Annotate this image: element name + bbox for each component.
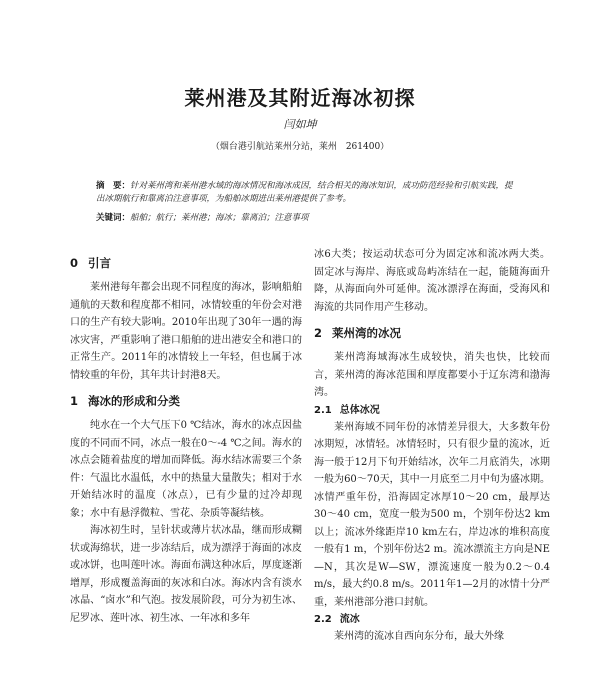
section-number: 0 (70, 256, 79, 270)
section-title: 莱州湾的冰况 (332, 326, 402, 340)
subsection-title: 总体冰况 (339, 404, 380, 416)
section-number: 2 (314, 326, 323, 340)
abstract-label: 摘 要： (96, 181, 131, 191)
paragraph: 莱州湾海域海冰生成较快，消失也快，比较而言，莱州湾的海冰范围和厚度都要小于辽东湾和渤海湾。 (314, 352, 550, 398)
abstract (96, 180, 520, 206)
keywords-label: 关键词： (96, 213, 131, 223)
right-column (314, 246, 550, 646)
paragraph: 莱州港每年都会出现不同程度的海冰，影响船舶通航的天数和程度都不相同，冰情较重的年份会对港口的生产有较大影响。2010年出现了30年一遇的海冰灾害，严重影响了港口船舶的进出港安全和港口的正常生产。2011年的冰情较上一年轻，但也属于冰情较重的年份，其年共计封港8天。 (70, 282, 302, 381)
paper-title: 莱州港及其附近海冰初探 (184, 86, 416, 110)
section-number: 1 (70, 394, 79, 408)
keywords (96, 212, 520, 225)
section-heading-1 (70, 392, 302, 410)
paragraph: 纯水在一个大气压下0 ℃结冰，海水的冰点因盐度的不同而不同，冰点一般在0～-4 ℃之间。海水的冰点会随着盐度的增加而降低。海水结冰需要三个条件：气温比水温低，水中的热量大量散失；相对于水开始结冰时的温度（冰点），已有少量的过冷却现象；水中有悬浮微粒、雪花、杂质等凝结核。 (70, 420, 302, 519)
paragraph: 冰6大类；按运动状态可分为固定冰和流冰两大类。固定冰与海岸、海底或岛屿冻结在一起，能随海面升降，从海面向外可延伸。流冰漂浮在海面，受海风和海流的共同作用产生移动。 (314, 249, 550, 313)
subsection-number: 2.1 (314, 404, 332, 416)
subsection-heading-2-1 (314, 402, 550, 419)
paragraph: 海冰初生时，呈针状或薄片状冰晶，继而形成糊状或海绵状，进一步冻结后，成为漂浮于海面的冰皮或冰饼，也叫莲叶冰。海面布满这种冰后，厚度逐渐增厚，形成覆盖海面的灰冰和白冰。海冰内含有淡水冰晶、“卤水”和气泡。按发展阶段，可分为初生冰、尼罗冰、莲叶冰、初生冰、一年冰和多年 (70, 525, 302, 624)
keywords-text: 船舶；航行；莱州港；海冰；靠离泊；注意事项 (130, 213, 309, 223)
section-title: 海冰的形成和分类 (88, 394, 181, 408)
paragraph: 莱州湾的流冰自西向东分布，最大外缘 (334, 631, 504, 642)
affiliation: （烟台港引航站莱州分站，莱州 261400） (210, 142, 390, 152)
left-column (70, 246, 302, 627)
section-title: 引言 (88, 256, 112, 270)
author: 闫如坤 (283, 118, 317, 131)
section-heading-2 (314, 324, 550, 342)
subsection-number: 2.2 (314, 614, 332, 625)
subsection-title: 流冰 (339, 614, 360, 625)
paragraph: 莱州海域不同年份的冰情差异很大，大多数年份冰期短，冰情轻。冰情轻时，只有很少量的流冰，近海一般于12月下旬开始结冰，次年二月底消失，冰期一般为60～70天，其中一月底至二月中旬为盛冰期。冰情严重年份，沿海固定冰厚10～20 cm，最厚达30～40 cm，宽度一般为500 m，个别年份达2 km以上；流冰外缘距岸10 km左右，岸边冰的堆积高度一般有1 m，个别年份达2 m。流冰漂流主方向是NE—N，其次是W—SW，漂流速度一般为0.2～0.4 m/s，最大约0.8 m/s。2011年1—2月的冰情十分严重，莱州港部分港口封航。 (314, 421, 550, 608)
subsection-heading-2-2 (314, 611, 550, 628)
section-heading-intro (70, 254, 302, 272)
abstract-text: 针对莱州湾和莱州港水域的海冰情况和海冰成因，结合相关的海冰知识，成功防范经验和引航实践，提出冰期航行和靠离泊注意事项，为船舶冰期进出莱州港提供了参考。 (96, 181, 513, 204)
